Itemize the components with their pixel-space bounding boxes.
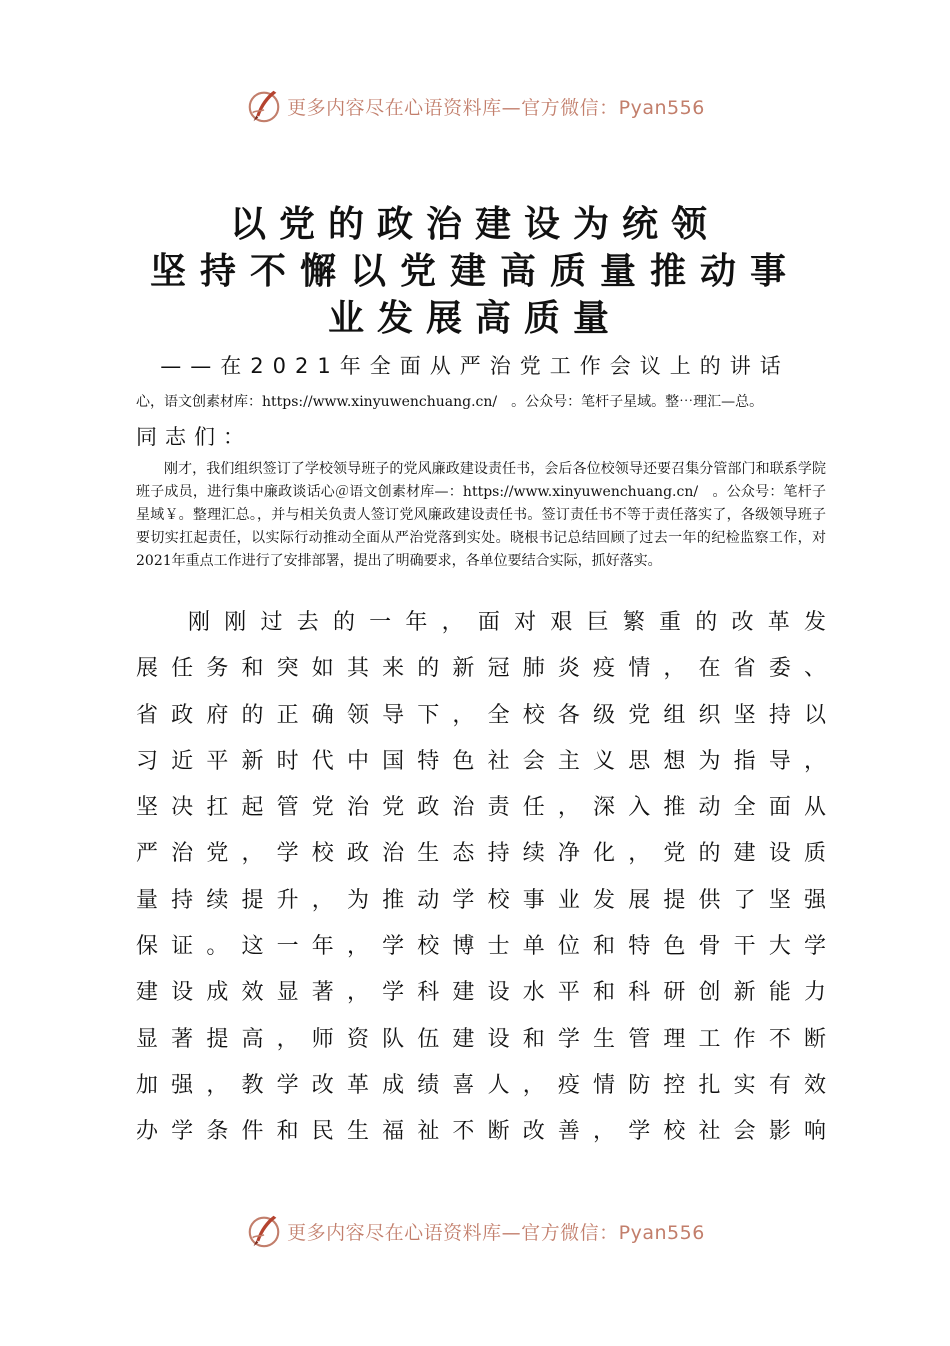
text-line: 省政府的正确领导下，全校各级党组织坚持以 — [136, 702, 826, 728]
footer-banner — [0, 1209, 950, 1253]
title-line-3: 业发展高质量 — [327, 298, 622, 339]
intro-paragraph: 刚才，我们组织签订了学校领导班子的党风廉政建设责任书，会后各位校领导还要召集分管部门和联系学院班子成员，进行集中廉政谈话心＠语文创素材库—：https://www.xinyuwenchuang.cn/ 。公众号：笔杆子星域￥。整理汇总。，并与相关负责人签订党风廉政建设责任书。签订责任书不等于责任落实了，各级领导班子要切实扛起责任，以实际行动推动全面从严治党落到实处。晓根书记总结回顾了过去一年的纪检监察工作，对2021年重点工作进行了安排部署，提出了明确要求，各单位要结合实际，抓好落实。 — [136, 461, 826, 569]
text-line: 展任务和突如其来的新冠肺炎疫情，在省委、 — [136, 656, 826, 682]
title-line-2: 坚持不懈以党建高质量推动事 — [149, 251, 800, 292]
footer-banner-text: 更多内容尽在心语资料库—官方微信：Pyan556 — [287, 1221, 705, 1244]
text-line: 办学条件和民生福祉不断改善，学校社会影响 — [136, 1119, 826, 1145]
watermark-note: 心，语文创素材库：https://www.xinyuwenchuang.cn/ 。公众号：笔杆子星域。整⋯理汇—总。 — [136, 394, 764, 410]
text-line: 建设成效显著，学科建设水平和科研创新能力 — [136, 980, 826, 1006]
text-line: 坚决扛起管党治党政治责任，深入推动全面从 — [136, 795, 826, 821]
text-line: 习近平新时代中国特色社会主义思想为指导， — [136, 748, 826, 774]
quill-pen-logo-icon — [245, 87, 283, 125]
greeting: 同志们： — [136, 425, 252, 449]
text-line: 加强，教学改革成绩喜人，疫情防控扎实有效 — [136, 1072, 826, 1098]
text-line: 保证。这一年，学校博士单位和特色骨干大学 — [136, 934, 826, 960]
text-line: 显著提高，师资队伍建设和学生管理工作不断 — [136, 1026, 826, 1052]
text-line: 刚刚过去的一年，面对艰巨繁重的改革发 — [188, 610, 826, 635]
text-line: 量持续提升，为推动学校事业发展提供了坚强 — [136, 887, 826, 913]
header-banner-text: 更多内容尽在心语资料库—官方微信：Pyan556 — [287, 96, 705, 119]
main-paragraph — [136, 600, 826, 1156]
header-banner — [0, 84, 950, 128]
title-line-1: 以党的政治建设为统领 — [229, 204, 720, 245]
subtitle: ——在2021年全面从严治党工作会议上的讲话 — [160, 354, 790, 378]
text-line: 严治党，学校政治生态持续净化，党的建设质 — [136, 841, 826, 867]
quill-pen-logo-icon — [245, 1212, 283, 1250]
